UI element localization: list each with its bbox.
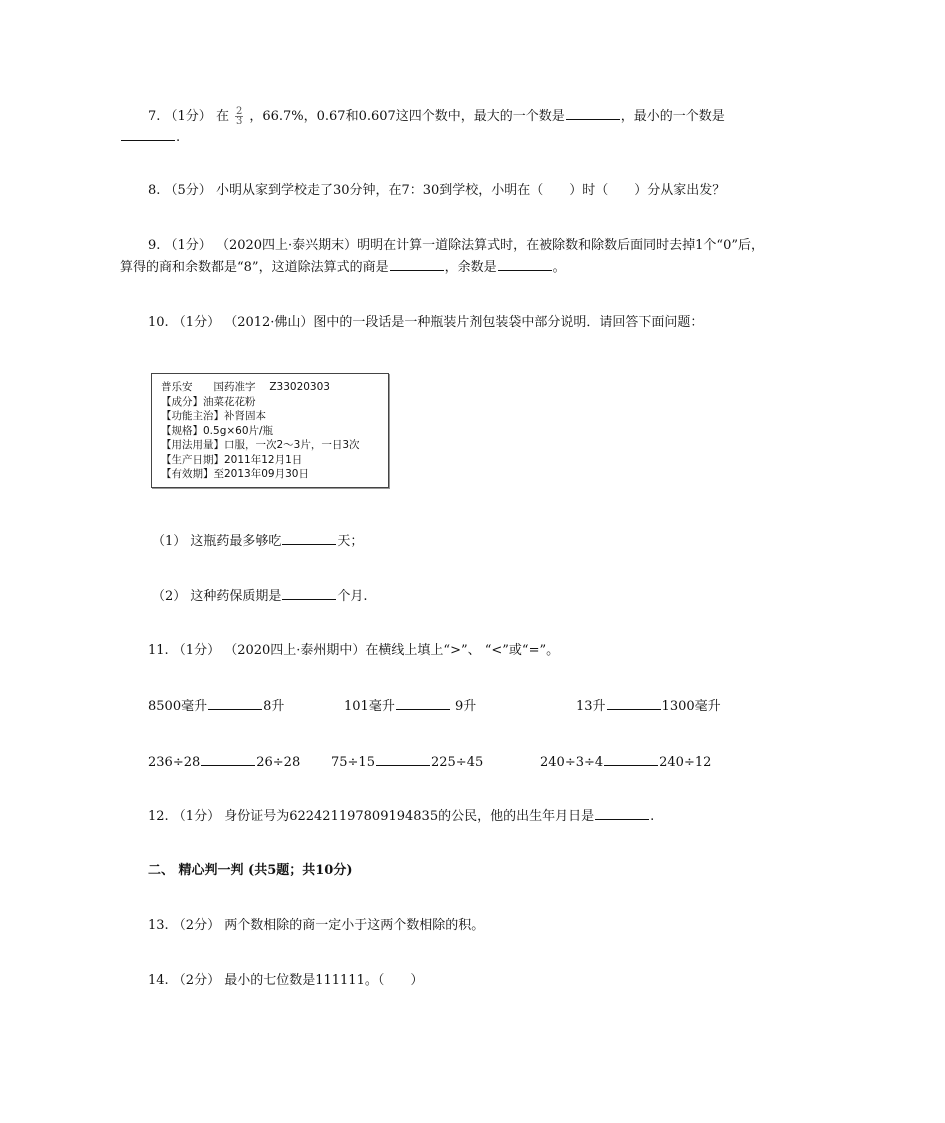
- q10-sub2-text: （2） 这种药保质期是: [152, 589, 282, 604]
- medicine-label-image: [151, 373, 389, 488]
- compare-left: 240÷3÷4: [540, 755, 604, 770]
- label-row-name: 普乐安 国药准字 Z33020303: [161, 381, 330, 393]
- q7-prefix: 7. （1分） 在: [148, 109, 229, 124]
- compare-right: 9升: [450, 699, 477, 714]
- compare-right: 8升: [263, 699, 285, 714]
- q7-text-b: ，最小的一个数是: [620, 109, 725, 124]
- question-11: 11. （1分） （2020四上·泰州期中）在横线上填上“>”、 “<”或“=”。: [148, 643, 560, 658]
- question-7-continued: [120, 128, 180, 147]
- q9-end: 。: [552, 260, 566, 275]
- q10-sub1-end: 天；: [337, 534, 364, 549]
- label-row-ingredient: 【成分】油菜花花粉: [161, 395, 256, 408]
- q10-sub1-text: （1） 这瓶药最多够吃: [152, 534, 282, 549]
- label-row-dosage: 【用法用量】口服，一次2～3片，一日3次: [161, 439, 360, 451]
- compare-left: 75÷15: [331, 755, 375, 770]
- compare-right: 225÷45: [430, 755, 484, 770]
- q12-text: 12. （1分） 身份证号为622421197809194835的公民，他的出生年月日是: [148, 809, 595, 824]
- compare-blank[interactable]: [396, 697, 450, 710]
- question-10-sub2: [152, 587, 368, 606]
- q10-sub2-end: 个月.: [337, 589, 368, 604]
- q7-end: .: [176, 130, 181, 145]
- q9-text-a: 算得的商和余数都是“8”，这道除法算式的商是: [120, 260, 389, 275]
- compare-left: 8500毫升: [148, 699, 208, 714]
- question-14: 14. （2分） 最小的七位数是111111。（ ）: [148, 973, 424, 988]
- question-9-line2: [120, 258, 566, 277]
- question-8: 8. （5分） 小明从家到学校走了30分钟，在7：30到学校，小明在（ ）时（ ）分从家出发？: [148, 183, 726, 198]
- fraction-denominator: 3: [235, 116, 243, 127]
- q10-sub1-blank[interactable]: [282, 532, 336, 545]
- question-7: [148, 107, 725, 126]
- question-10-sub1: [152, 532, 363, 551]
- q9-blank-quotient[interactable]: [390, 258, 444, 271]
- compare-item: [344, 697, 476, 716]
- question-10: 10. （1分） （2012·佛山）图中的一段话是一种瓶装片剂包装袋中部分说明．请回答下面问题：: [148, 315, 704, 330]
- compare-item: [540, 753, 711, 772]
- compare-left: 236÷28: [148, 755, 201, 770]
- question-12: [148, 807, 654, 826]
- compare-item: [148, 697, 284, 716]
- compare-item: [576, 697, 721, 716]
- question-9-line1: 9. （1分） （2020四上·泰兴期末）明明在计算一道除法算式时，在被除数和除数后面同时去掉1个“0”后，: [148, 238, 764, 253]
- q7-text-a: ，66.7%，0.67和0.607这四个数中，最大的一个数是: [249, 109, 565, 124]
- compare-item: [148, 753, 300, 772]
- fraction-two-thirds: [235, 107, 243, 126]
- label-row-expiry: 【有效期】至2013年09月30日: [161, 468, 309, 480]
- compare-right: 26÷28: [256, 755, 301, 770]
- label-row-spec: 【规格】0.5g×60片/瓶: [161, 424, 274, 437]
- q9-blank-remainder[interactable]: [498, 258, 552, 271]
- q7-blank-min[interactable]: [121, 128, 175, 141]
- compare-blank[interactable]: [604, 753, 658, 766]
- section-2-title: 二、 精心判一判 (共5题；共10分): [148, 863, 353, 878]
- question-13: 13. （2分） 两个数相除的商一定小于这两个数相除的积。: [148, 918, 485, 933]
- compare-right: 1300毫升: [661, 699, 721, 714]
- label-row-production-date: 【生产日期】2011年12月1日: [161, 453, 303, 466]
- compare-blank[interactable]: [201, 753, 255, 766]
- q7-blank-max[interactable]: [566, 107, 620, 120]
- compare-item: [331, 753, 483, 772]
- q12-blank[interactable]: [595, 807, 649, 820]
- q12-end: .: [650, 809, 655, 824]
- compare-left: 13升: [576, 699, 606, 714]
- compare-blank[interactable]: [376, 753, 430, 766]
- q10-sub2-blank[interactable]: [282, 587, 336, 600]
- label-row-function: 【功能主治】补肾固本: [161, 410, 266, 422]
- compare-blank[interactable]: [607, 697, 661, 710]
- compare-left: 101毫升: [344, 699, 395, 714]
- fraction-numerator: 2: [235, 106, 243, 117]
- compare-right: 240÷12: [659, 755, 712, 770]
- compare-blank[interactable]: [208, 697, 262, 710]
- q9-text-b: ，余数是: [444, 260, 497, 275]
